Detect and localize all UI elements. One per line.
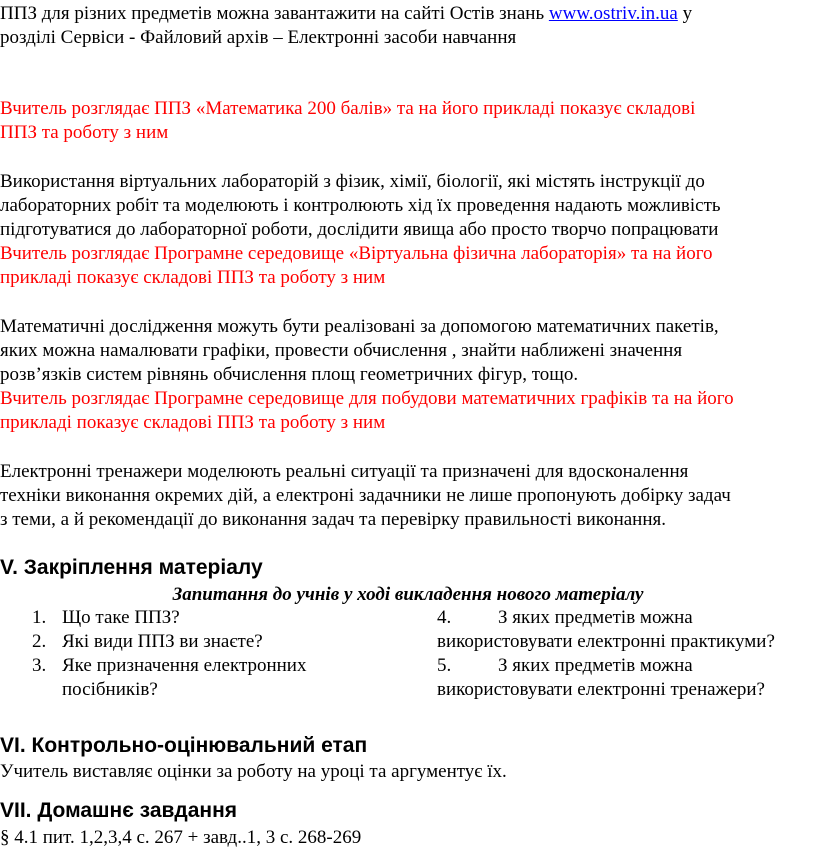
- question-1-number: 1.: [32, 607, 47, 628]
- trainers-paragraph-line-3: з теми, а й рекомендації до виконання задач та перевірку правильності виконання.: [0, 509, 666, 530]
- intro-line-1: [0, 2, 692, 26]
- teacher-note-1-line-1: Вчитель розглядає ППЗ «Математика 200 балів» та на його прикладі показує складові: [0, 98, 696, 119]
- teacher-note-2-line-1: Вчитель розглядає Програмне середовище «Віртуальна фізична лабораторія» та на його: [0, 243, 713, 264]
- section-7-heading: VII. Домашнє завдання: [0, 799, 238, 822]
- question-3-text-line-1: Яке призначення електронних: [62, 655, 307, 676]
- intro-text-end: у: [677, 3, 693, 24]
- teacher-note-3-line-1: Вчитель розглядає Програмне середовище для побудови математичних графіків та на його: [0, 388, 734, 409]
- questions-subheading: Запитання до учнів у ході викладення нового матеріалу: [172, 584, 644, 605]
- labs-paragraph-line-2: лабораторних робіт та моделюють і контролюють хід їх проведення надають можливість: [0, 195, 721, 216]
- teacher-note-3-line-2: прикладі показує складові ППЗ та роботу з ним: [0, 412, 386, 433]
- teacher-note-1-line-2: ППЗ та роботу з ним: [0, 122, 169, 143]
- question-4-text-line-1: З яких предметів можна: [498, 607, 693, 628]
- question-5-text-line-1: З яких предметів можна: [498, 655, 693, 676]
- section-6-text: Учитель виставляє оцінки за роботу на уроці та аргументує їх.: [0, 761, 507, 782]
- math-paragraph-line-3: розв’язків систем рівнянь обчислення площ геометричних фігур, тощо.: [0, 364, 579, 385]
- question-2-number: 2.: [32, 631, 47, 652]
- question-1-text: Що таке ППЗ?: [62, 607, 180, 628]
- teacher-note-2-line-2: прикладі показує складові ППЗ та роботу з ним: [0, 267, 386, 288]
- trainers-paragraph-line-1: Електронні тренажери моделюють реальні ситуації та призначені для вдосконалення: [0, 461, 689, 482]
- intro-text: ППЗ для різних предметів можна завантажити на сайті Остів знань: [0, 3, 549, 24]
- ostriv-link[interactable]: www.ostriv.in.ua: [548, 3, 678, 24]
- question-5-number: 5.: [437, 655, 452, 676]
- section-5-heading: V. Закріплення матеріалу: [0, 556, 263, 579]
- math-paragraph-line-1: Математичні дослідження можуть бути реалізовані за допомогою математичних пакетів,: [0, 316, 719, 337]
- trainers-paragraph-line-2: техніки виконання окремих дій, а електроні задачники не лише пропонують добірку задач: [0, 485, 731, 506]
- question-2-text: Які види ППЗ ви знаєте?: [62, 631, 263, 652]
- labs-paragraph-line-3: підготуватися до лабораторної роботи, дослідити явища або просто творчо попрацювати: [0, 219, 719, 240]
- question-4-text-line-2: використовувати електронні практикуми?: [437, 631, 775, 652]
- math-paragraph-line-2: яких можна намалювати графіки, провести обчислення , знайти наближені значення: [0, 340, 683, 361]
- question-3-number: 3.: [32, 655, 47, 676]
- question-5-text-line-2: використовувати електронні тренажери?: [437, 679, 765, 700]
- labs-paragraph-line-1: Використання віртуальних лабораторій з фізик, хімії, біології, які містять інструкції до: [0, 171, 705, 192]
- intro-line-2: розділі Сервіси - Файловий архів – Електронні засоби навчання: [0, 27, 517, 48]
- question-3-text-line-2: посібників?: [62, 679, 158, 700]
- homework-text: § 4.1 пит. 1,2,3,4 с. 267 + завд..1, 3 с. 268-269: [0, 827, 362, 848]
- section-6-heading: VI. Контрольно-оцінювальний етап: [0, 734, 368, 757]
- question-4-number: 4.: [437, 607, 452, 628]
